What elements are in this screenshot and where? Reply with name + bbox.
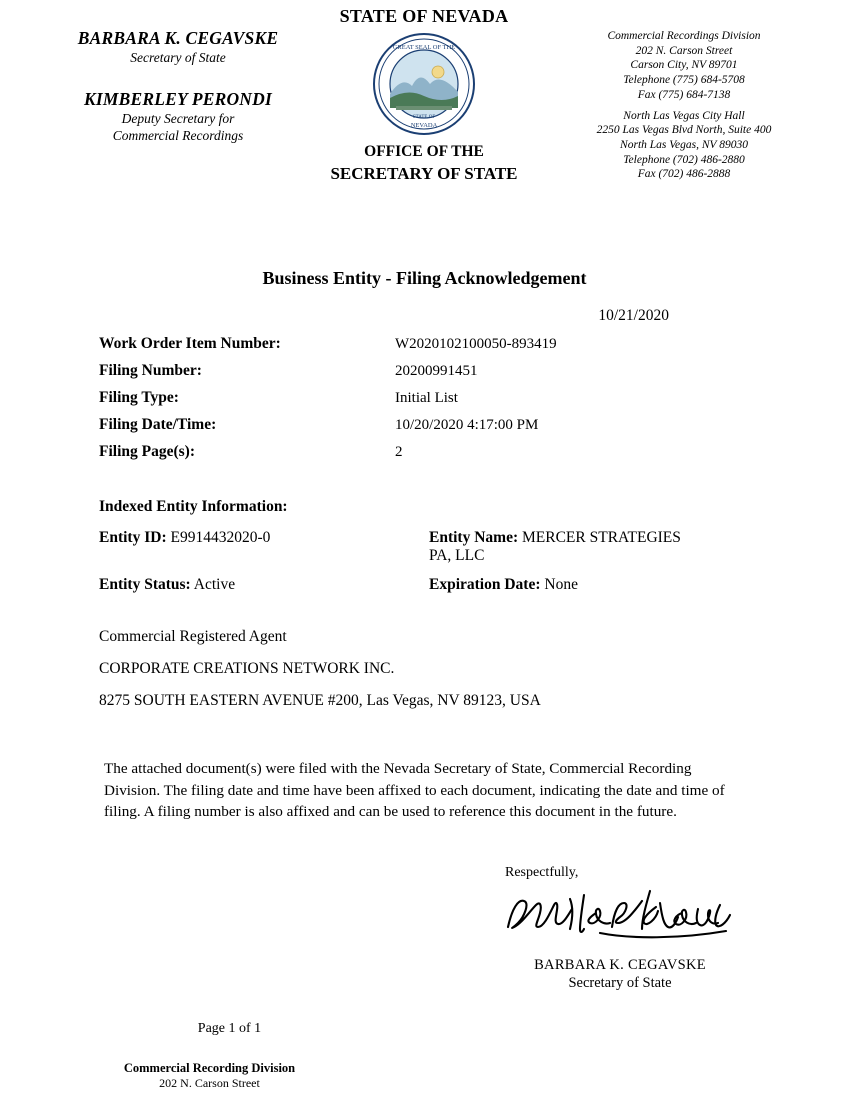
state-seal-icon: [372, 32, 476, 136]
footer-address: 202 N. Carson Street: [159, 1075, 260, 1090]
respectfully-label: Respectfully,: [505, 864, 579, 880]
entity-row-id: [99, 529, 849, 565]
entity-id-cell: [99, 529, 429, 565]
division-telephone: Telephone (775) 684-5708: [623, 74, 745, 87]
deputy-title-line1: Deputy Secretary for: [121, 110, 235, 126]
state-title: STATE OF NEVADA: [339, 6, 509, 26]
document-date: 10/21/2020: [598, 307, 669, 324]
document-footer: [0, 1061, 849, 1091]
expiration-date-cell: [429, 576, 849, 594]
division-address-1: 202 N. Carson Street: [635, 44, 733, 57]
filing-number-value: 20200991451: [395, 363, 478, 379]
deputy-title-line2: Commercial Recordings: [112, 127, 244, 143]
expiration-date-label: Expiration Date:: [429, 576, 541, 593]
header-contact-info: [556, 29, 812, 182]
city-hall-name: North Las Vegas City Hall: [623, 109, 745, 122]
entity-name-label: Entity Name:: [429, 529, 519, 546]
filing-type-value: Initial List: [395, 390, 458, 406]
signature-area: [0, 865, 849, 1015]
entity-id-value: E9914432020-0: [170, 529, 271, 546]
filing-type-label: Filing Type:: [99, 389, 179, 406]
filing-pages-label: Filing Page(s):: [99, 443, 195, 460]
city-hall-fax: Fax (702) 486-2888: [637, 168, 731, 181]
registered-agent-address: 8275 SOUTH EASTERN AVENUE #200, Las Vegas, NV 89123, USA: [99, 692, 541, 709]
signatory-title: Secretary of State: [568, 974, 672, 991]
signature-icon: [500, 883, 740, 945]
filing-number-label: Filing Number:: [99, 362, 202, 379]
secretary-block: [44, 28, 312, 67]
svg-text:GREAT SEAL OF THE: GREAT SEAL OF THE: [392, 44, 456, 51]
division-name: Commercial Recordings Division: [607, 30, 761, 42]
entity-status-value: Active: [193, 576, 236, 593]
page-number: Page 1 of 1: [197, 1020, 262, 1036]
field-row: [99, 335, 849, 353]
entity-status-label: Entity Status:: [99, 576, 191, 593]
entity-id-label: Entity ID:: [99, 529, 167, 546]
indexed-entity-heading: Indexed Entity Information:: [99, 498, 288, 515]
document-header: [0, 0, 849, 190]
header-center: [312, 6, 536, 184]
svg-text:NEVADA: NEVADA: [410, 122, 438, 129]
field-row: [99, 389, 849, 407]
filing-datetime-label: Filing Date/Time:: [99, 416, 217, 433]
city-hall-address-2: North Las Vegas, NV 89030: [620, 139, 748, 152]
entity-name-value: MERCER STRATEGIES: [522, 529, 681, 546]
registered-agent-name: CORPORATE CREATIONS NETWORK INC.: [99, 660, 395, 677]
work-order-label: Work Order Item Number:: [99, 335, 281, 352]
acknowledgement-paragraph: The attached document(s) were filed with the Nevada Secretary of State, Commercial Recording Division. The filing date and time have been affixed to each document, indicating the date and time of filing. A filing number is also affixed and can be used to reference this document in the future.: [104, 760, 725, 821]
svg-text:STATE OF: STATE OF: [412, 115, 436, 120]
expiration-date-value: None: [544, 576, 578, 593]
footer-division: Commercial Recording Division: [123, 1060, 296, 1075]
secretary-of-state-label: SECRETARY OF STATE: [330, 163, 518, 183]
work-order-value: W2020102100050-893419: [395, 336, 557, 352]
field-row: [99, 443, 849, 461]
filing-details-list: [0, 335, 849, 461]
entity-name-cell: [429, 529, 849, 565]
secretary-name: BARBARA K. CEGAVSKE: [77, 28, 279, 48]
page-title: Business Entity - Filing Acknowledgement: [262, 268, 587, 288]
deputy-name: KIMBERLEY PERONDI: [84, 88, 272, 109]
entity-status-cell: [99, 576, 429, 594]
header-officials: [44, 28, 312, 144]
deputy-block: [44, 89, 312, 145]
registered-agent-heading: Commercial Registered Agent: [99, 628, 287, 645]
secretary-title: Secretary of State: [130, 49, 226, 65]
office-of-label: OFFICE OF THE: [364, 143, 484, 160]
entity-information: [0, 529, 849, 594]
entity-row-status: [99, 576, 849, 594]
registered-agent-block: [0, 628, 849, 710]
field-row: [99, 362, 849, 380]
entity-name-value-line2: PA, LLC: [429, 547, 485, 564]
city-hall-address-1: 2250 Las Vegas Blvd North, Suite 400: [596, 124, 772, 137]
city-hall-telephone: Telephone (702) 486-2880: [623, 153, 745, 166]
field-row: [99, 416, 849, 434]
filing-pages-value: 2: [395, 444, 403, 460]
division-fax: Fax (775) 684-7138: [637, 88, 731, 101]
division-address-2: Carson City, NV 89701: [630, 59, 738, 72]
signatory-name: BARBARA K. CEGAVSKE: [534, 956, 706, 973]
filing-datetime-value: 10/20/2020 4:17:00 PM: [395, 417, 539, 433]
